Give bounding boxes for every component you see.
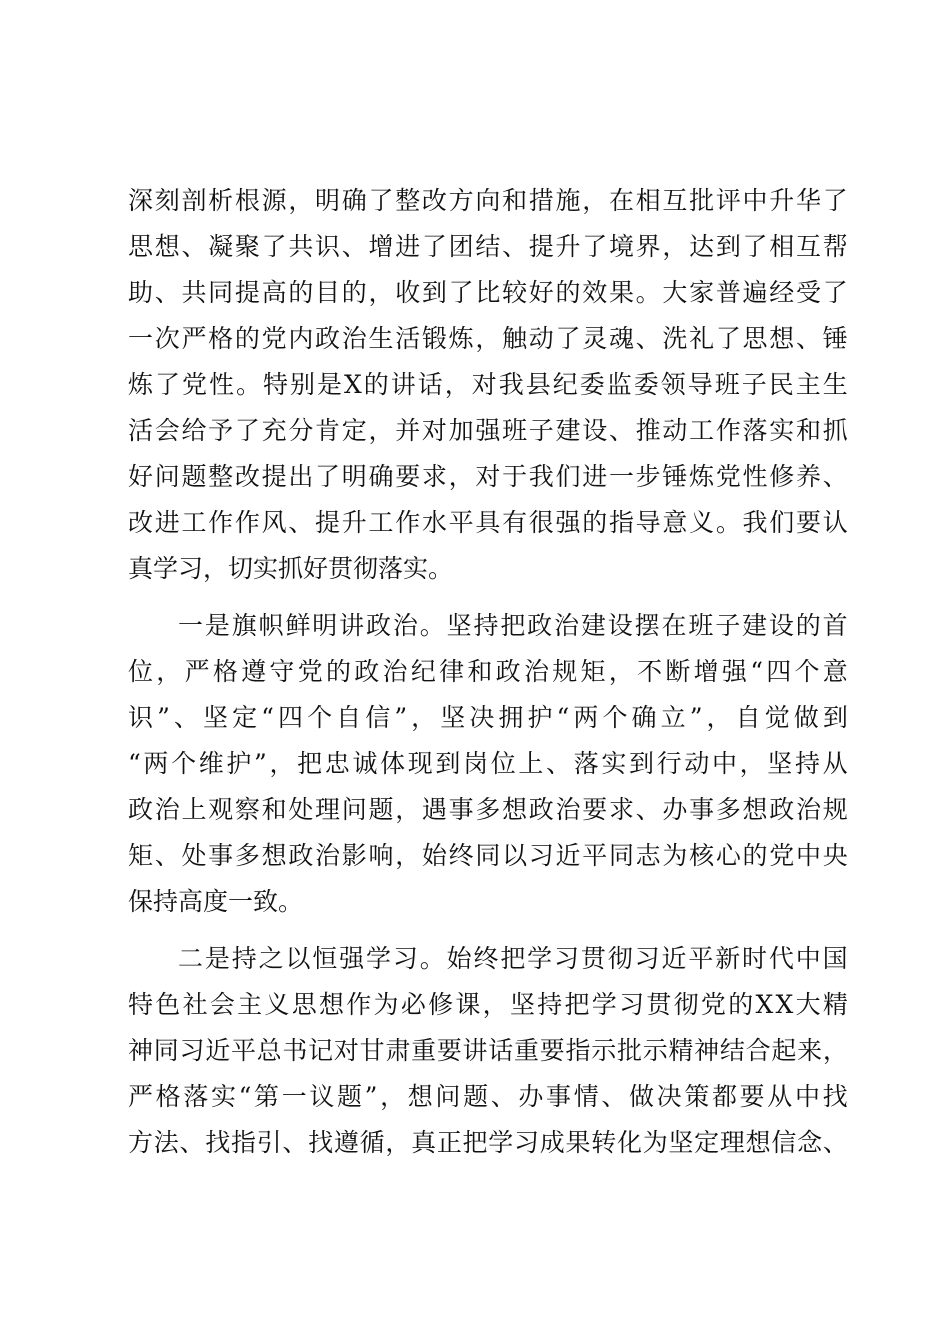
text-line: 二 是 持 之 以 恒 强 学 习 。 始 终 把 学 习 贯 彻 习 近 平 新 时 代 中 国	[178, 944, 848, 973]
text-line: 政 治 上 观 察 和 处 理 问 题 ， 遇 事 多 想 政 治 要 求 、 办 事 多 想 政 治 规	[128, 795, 848, 824]
text-line: 位 ， 严 格 遵 守 党 的 政 治 纪 律 和 政 治 规 矩 ， 不 断 增 强 “ 四 个 意	[128, 657, 848, 686]
text-line: “ 两 个 维 护 ” ， 把 忠 诚 体 现 到 岗 位 上 、 落 实 到 行 动 中 ， 坚 持 从	[128, 749, 848, 778]
text-line: 好 问 题 整 改 提 出 了 明 确 要 求 ， 对 于 我 们 进 一 步 锤 炼 党 性 修 养 、	[128, 462, 848, 491]
text-line: 一 次 严 格 的 党 内 政 治 生 活 锻 炼 ， 触 动 了 灵 魂 、 洗 礼 了 思 想 、 锤	[128, 324, 848, 353]
paragraph-gap	[128, 592, 848, 603]
text-line: 一 是 旗 帜 鲜 明 讲 政 治 。 坚 持 把 政 治 建 设 摆 在 班 子 建 设 的 首	[178, 611, 848, 640]
text-line: 识 ” 、 坚 定 “ 四 个 自 信 ” ， 坚 决 拥 护 “ 两 个 确 立 ” ， 自 觉 做 到	[128, 703, 848, 732]
text-line: 改 进 工 作 作 风 、 提 升 工 作 水 平 具 有 很 强 的 指 导 意 义 。 我 们 要 认	[128, 508, 848, 537]
text-line: 活 会 给 予 了 充 分 肯 定 ， 并 对 加 强 班 子 建 设 、 推 动 工 作 落 实 和 抓	[128, 416, 848, 445]
text-line: 保持高度一致。	[128, 887, 304, 916]
paragraph	[128, 936, 848, 1166]
text-line: 方 法 、 找 指 引 、 找 遵 循 ， 真 正 把 学 习 成 果 转 化 为 坚 定 理 想 信 念 、	[128, 1128, 848, 1157]
text-line: 真学习，切实抓好贯彻落实。	[128, 554, 454, 583]
paragraph-gap	[128, 925, 848, 936]
text-line: 深 刻 剖 析 根 源 ， 明 确 了 整 改 方 向 和 措 施 ， 在 相 互 批 评 中 升 华 了	[128, 186, 848, 215]
text-line: 助 、 共 同 提 高 的 目 的 ， 收 到 了 比 较 好 的 效 果 。 大 家 普 遍 经 受 了	[128, 278, 848, 307]
text-line: 矩 、 处 事 多 想 政 治 影 响 ， 始 终 同 以 习 近 平 同 志 为 核 心 的 党 中 央	[128, 841, 848, 870]
text-line: 炼 了 党 性 。 特 别 是 X 的 讲 话 ， 对 我 县 纪 委 监 委 领 导 班 子 民 主 生	[128, 370, 848, 399]
text-line: 严 格 落 实 “ 第 一 议 题 ” ， 想 问 题 、 办 事 情 、 做 决 策 都 要 从 中 找	[128, 1082, 848, 1111]
paragraph	[128, 603, 848, 925]
text-line: 特 色 社 会 主 义 思 想 作 为 必 修 课 ， 坚 持 把 学 习 贯 彻 党 的 X X 大 精	[128, 990, 848, 1019]
paragraph	[128, 178, 848, 592]
text-line: 神 同 习 近 平 总 书 记 对 甘 肃 重 要 讲 话 重 要 指 示 批 示 精 神 结 合 起 来 ，	[128, 1036, 848, 1065]
text-line: 思 想 、 凝 聚 了 共 识 、 增 进 了 团 结 、 提 升 了 境 界 ， 达 到 了 相 互 帮	[128, 232, 848, 261]
body-text	[128, 178, 848, 1166]
